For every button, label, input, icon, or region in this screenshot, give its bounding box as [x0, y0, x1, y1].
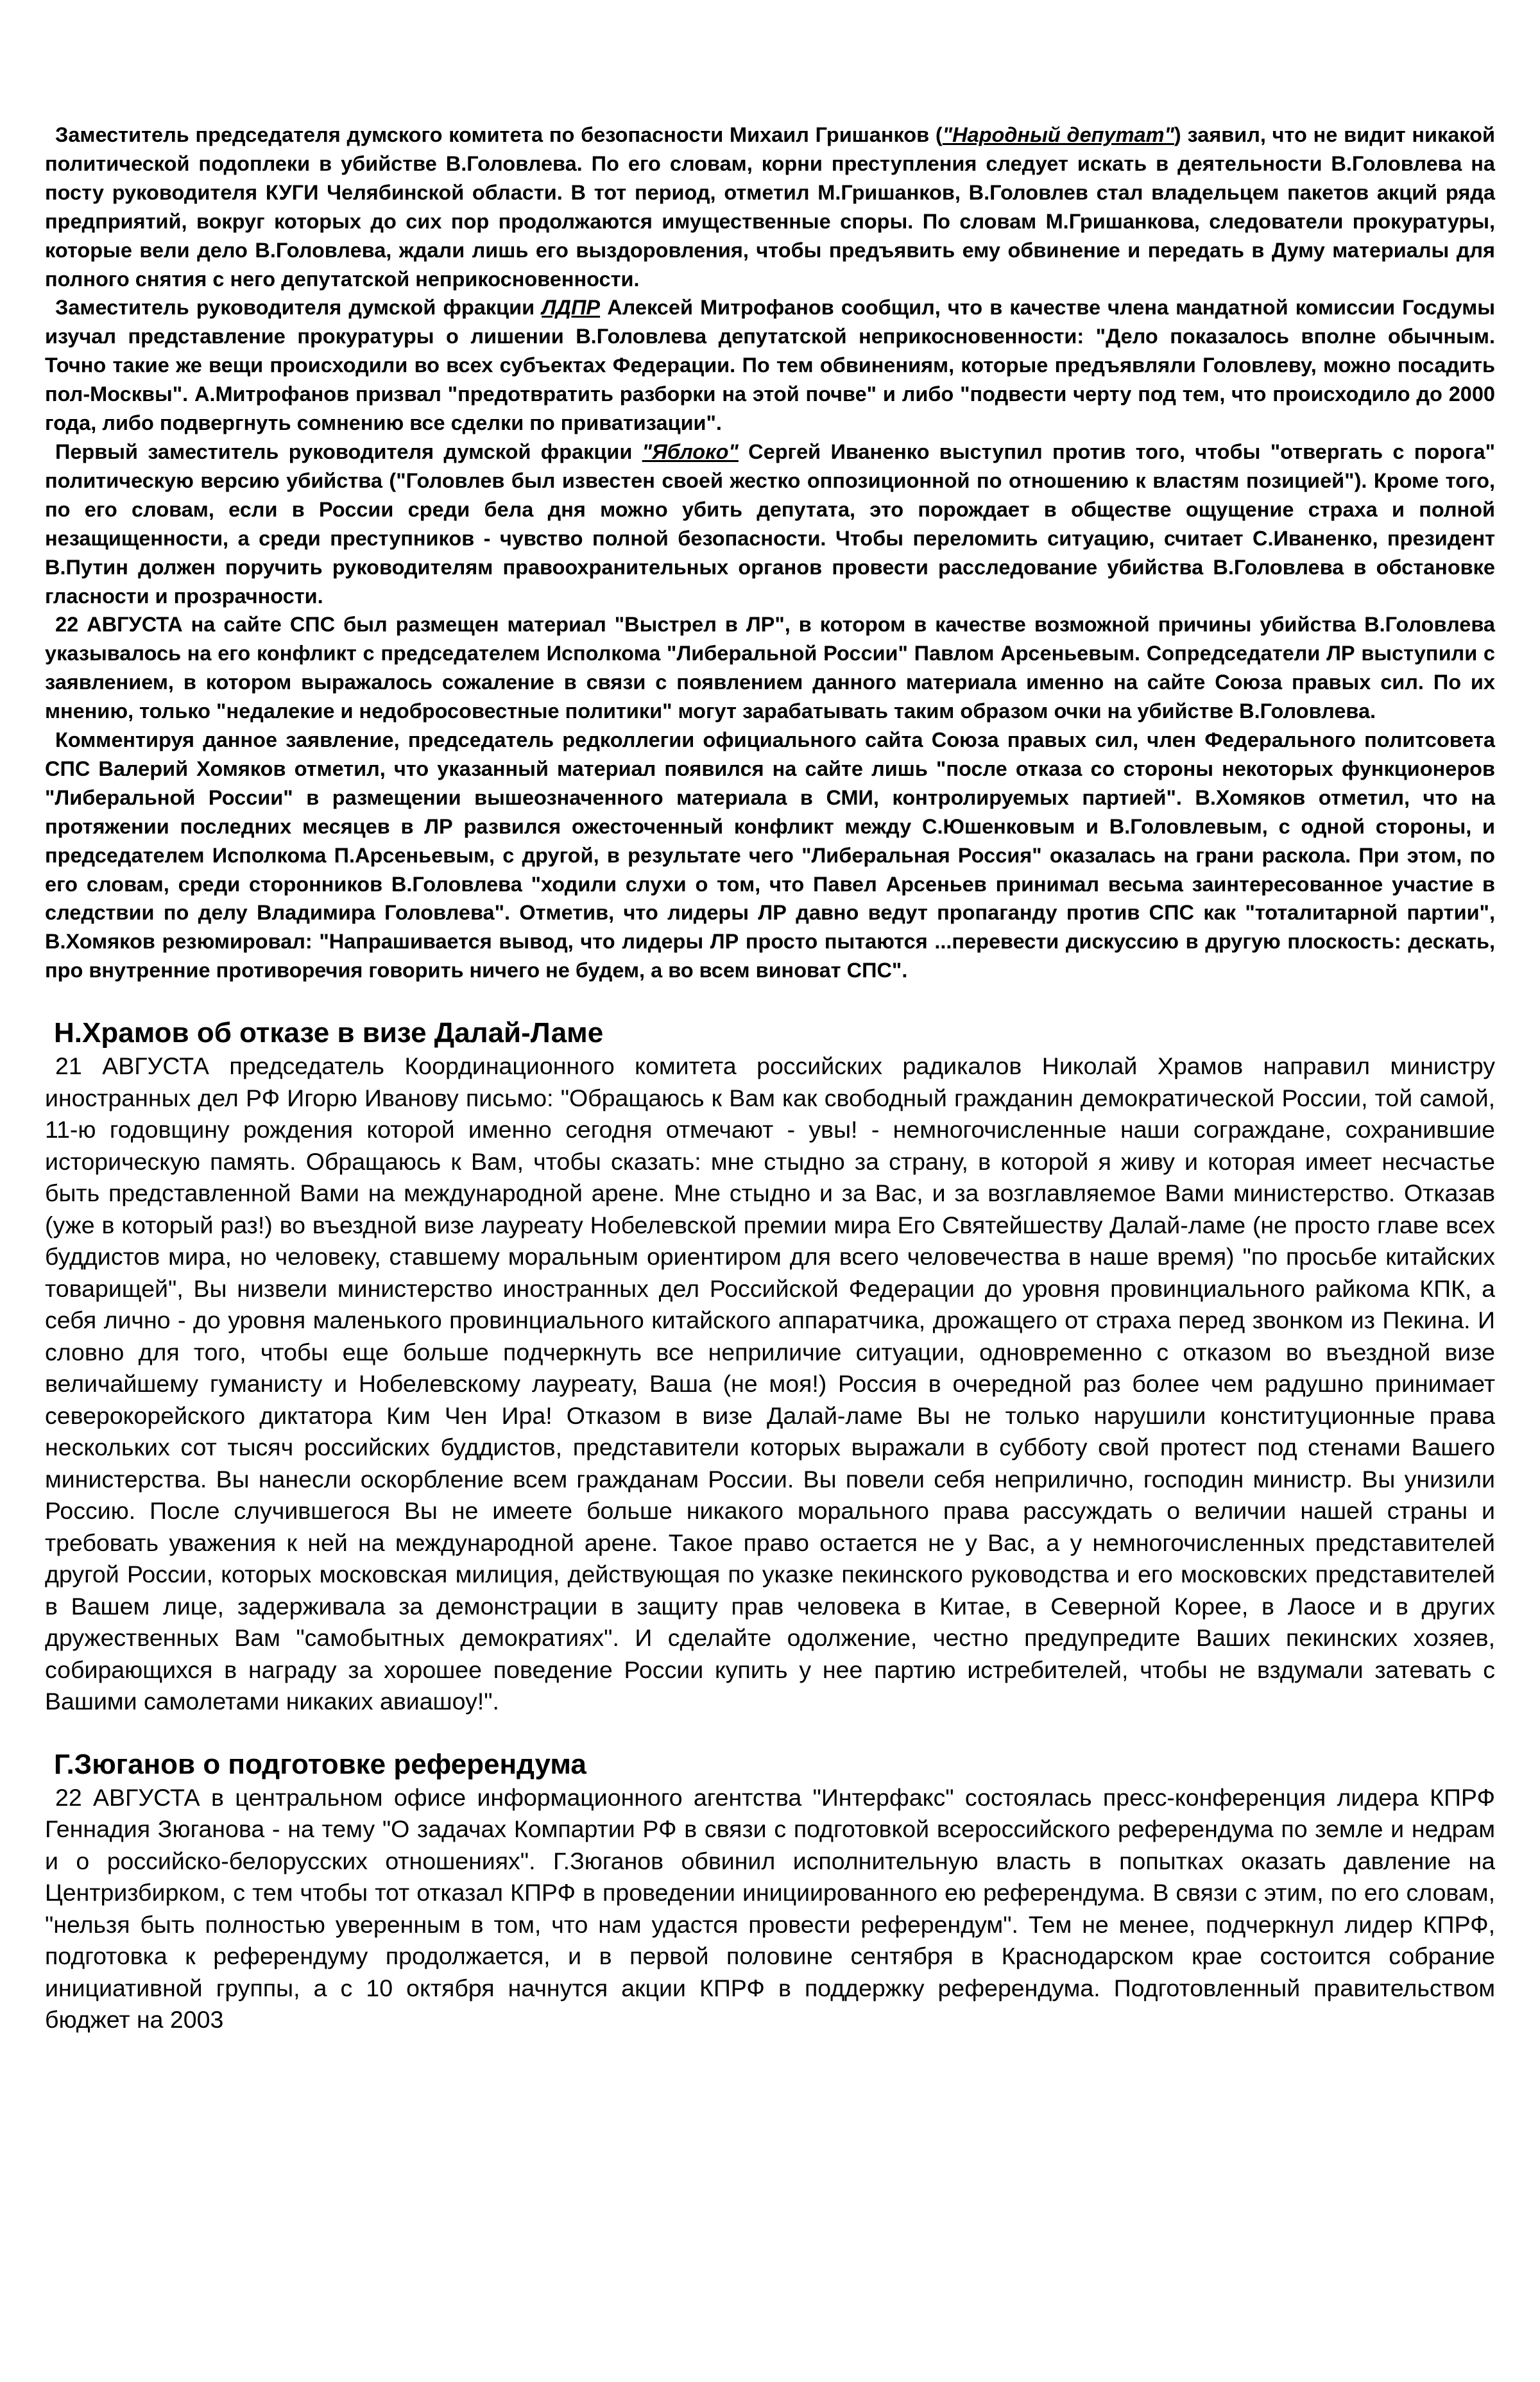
article-khramov — [45, 1050, 1495, 1718]
article-golovlev-reactions — [45, 121, 1495, 985]
paragraph-mitrofanov: Заместитель руководителя думской фракции ЛДПР Алексей Митрофанов сообщил, что в качестве члена мандатной комиссии Госдумы изучал представление прокуратуры о лишении В.Головлева депутатской неприкосновенности: "Дело показалось вполне обычным. Точно такие же вещи происходили во всех субъектах Федерации. По тем обвинениям, которые предъявляли Головлеву, можно посадить пол-Москвы". А.Митрофанов призвал "предотвратить разборки на этой почве" и либо "подвести черту под тем, что происходило до 2000 года, либо подвергнуть сомнению все сделки по приватизации". — [45, 296, 1495, 435]
article-zyuganov — [45, 1782, 1495, 2036]
paragraph-khomyakov: Комментируя данное заявление, председатель редколлегии официального сайта Союза правых сил, член Федерального политсовета СПС Валерий Хомяков отметил, что указанный материал появился на сайте лишь "после отказа со стороны некоторых функционеров "Либеральной России" в размещении вышеозначенного материала в СМИ, контролируемых партией". В.Хомяков отметил, что на протяжении последних месяцев в ЛР развился ожесточенный конфликт между С.Юшенковым и В.Головлевым, с одной стороны, и председателем Исполкома П.Арсеньевым, с другой, в результате чего "Либеральная Россия" оказалась на грани раскола. При этом, по его словам, среди сторонников В.Головлева "ходили слухи о том, что Павел Арсеньев принимал весьма заинтересованное участие в следствии по делу Владимира Головлева". Отметив, что лидеры ЛР давно ведут пропаганду против СПС как "тоталитарной партии", В.Хомяков резюмировал: "Напрашивается вывод, что лидеры ЛР просто пытаются ...перевести дискуссию в другую плоскость: дескать, про внутренние противоречия говорить ничего не будем, а во всем виноват СПС". — [45, 728, 1495, 982]
link-narodny-deputat[interactable]: "Народный депутат" — [942, 123, 1174, 146]
heading-zyuganov: Г.Зюганов о подготовке референдума — [54, 1748, 586, 1780]
paragraph-grishankov: Заместитель председателя думского комитета по безопасности Михаил Гришанков ("Народный депутат") заявил, что не видит никакой политической подоплеки в убийстве В.Головлева. По его словам, корни преступления следует искать в деятельности В.Головлева на посту руководителя КУГИ Челябинской области. В тот период, отметил М.Гришанков, В.Головлев стал владельцем пакетов акций ряда предприятий, вокруг которых до сих пор продолжаются имущественные споры. По словам М.Гришанкова, следователи прокуратуры, которые вели дело В.Головлева, ждали лишь его выздоровления, чтобы предъявить ему обвинение и передать в Думу материалы для полного снятия с него депутатской неприкосновенности. — [45, 123, 1496, 291]
link-yabloko[interactable]: "Яблоко" — [642, 440, 739, 463]
heading-khramov: Н.Храмов об отказе в визе Далай-Ламе — [54, 1017, 604, 1049]
paragraph-ivanenko: Первый заместитель руководителя думской фракции "Яблоко" Сергей Иваненко выступил против того, чтобы "отвергать с порога" политическую версию убийства ("Головлев был известен своей жестко оппозиционной по отношению к властям позицией"). Кроме того, по его словам, если в России среди бела дня можно убить депутата, это порождает в обществе ощущение страха и полной незащищенности, а среди преступников - чувство полной безопасности. Чтобы переломить ситуацию, считает С.Иваненко, президент В.Путин должен поручить руководителям правоохранительных органов провести расследование убийства В.Головлева в обстановке гласности и прозрачности. — [45, 440, 1495, 608]
paragraph-zyuganov-press: 22 АВГУСТА в центральном офисе информационного агентства "Интерфакс" состоялась пресс-конференция лидера КПРФ Геннадия Зюганова - на тему "О задачах Компартии РФ в связи с подготовкой всероссийского референдума по земле и недрам и о российско-белорусских отношениях". Г.Зюганов обвинил исполнительную власть в попытках оказать давление на Центризбирком, с тем чтобы тот отказал КПРФ в проведении инициированного ею референдума. В связи с этим, по его словам, "нельзя быть полностью уверенным в том, что нам удастся провести референдум". Тем не менее, подчеркнул лидер КПРФ, подготовка к референдуму продолжается, и в первой половине сентября в Краснодарском крае состоится собрание инициативной группы, а с 10 октября начнутся акции КПРФ в поддержку референдума. Подготовленный правительством бюджет на 2003 — [45, 1783, 1495, 2034]
paragraph-khramov-letter: 21 АВГУСТА председатель Координационного комитета российских радикалов Николай Храмов направил министру иностранных дел РФ Игорю Иванову письмо: "Обращаюсь к Вам как свободный гражданин демократической России, той самой, 11-ю годовщину рождения которой именно сегодня отмечают - увы! - немногочисленные наши сограждане, сохранившие историческую память. Обращаюсь к Вам, чтобы сказать: мне стыдно за страну, в которой я живу и которая имеет несчастье быть представленной Вами на международной арене. Мне стыдно и за Вас, и за возглавляемое Вами министерство. Отказав (уже в который раз!) во въездной визе лауреату Нобелевской премии мира Его Святейшеству Далай-ламе (не просто главе всех буддистов мира, но человеку, ставшему моральным ориентиром для всего человечества в наше время) "по просьбе китайских товарищей", Вы низвели министерство иностранных дел Российской Федерации до уровня провинциального райкома КПК, а себя лично - до уровня маленького провинциального китайского аппаратчика, дрожащего от страха перед звонком из Пекина. И словно для того, чтобы еще больше подчеркнуть все неприличие ситуации, одновременно с отказом во въездной визе величайшему гуманисту и Нобелевскому лауреату, Ваша (не моя!) Россия в очередной раз более чем радушно принимает северокорейского диктатора Ким Чен Ира! Отказом в визе Далай-ламе Вы не только нарушили конституционные права нескольких сот тысяч российских буддистов, представители которых выражали в субботу свой протест под стенами Вашего министерства. Вы нанесли оскорбление всем гражданам России. Вы повели себя неприлично, господин министр. Вы унизили Россию. После случившегося Вы не имеете больше никакого морального права рассуждать о величии нашей страны и требовать уважения к ней на международной арене. Такое право остается не у Вас, а у немногочисленных представителей другой России, которых московская милиция, действующая по указке пекинского руководства и его московских представителей в Вашем лице, задерживала за демонстрации в защиту прав человека в Китае, в Северной Корее, в Лаосе и в других дружественных Вам "самобытных демократиях". И сделайте одолжение, честно предупредите Ваших пекинских хозяев, собирающихся в награду за хорошее поведение России купить у нее партию истребителей, чтобы не вздумали затевать с Вашими самолетами никаких авиашоу!". — [45, 1052, 1495, 1715]
document-page — [45, 121, 1495, 2036]
link-ldpr[interactable]: ЛДПР — [542, 296, 601, 320]
paragraph-sps-material: 22 АВГУСТА на сайте СПС был размещен материал "Выстрел в ЛР", в котором в качестве возможной причины убийства В.Головлева указывалось на его конфликт с председателем Исполкома "Либеральной России" Павлом Арсеньевым. Сопредседатели ЛР выступили с заявлением, в котором выражалось сожаление в связи с появлением данного материала именно на сайте Союза правых сил. По их мнению, только "недалекие и недобросовестные политики" могут зарабатывать таким образом очки на убийстве В.Головлева. — [45, 613, 1495, 723]
